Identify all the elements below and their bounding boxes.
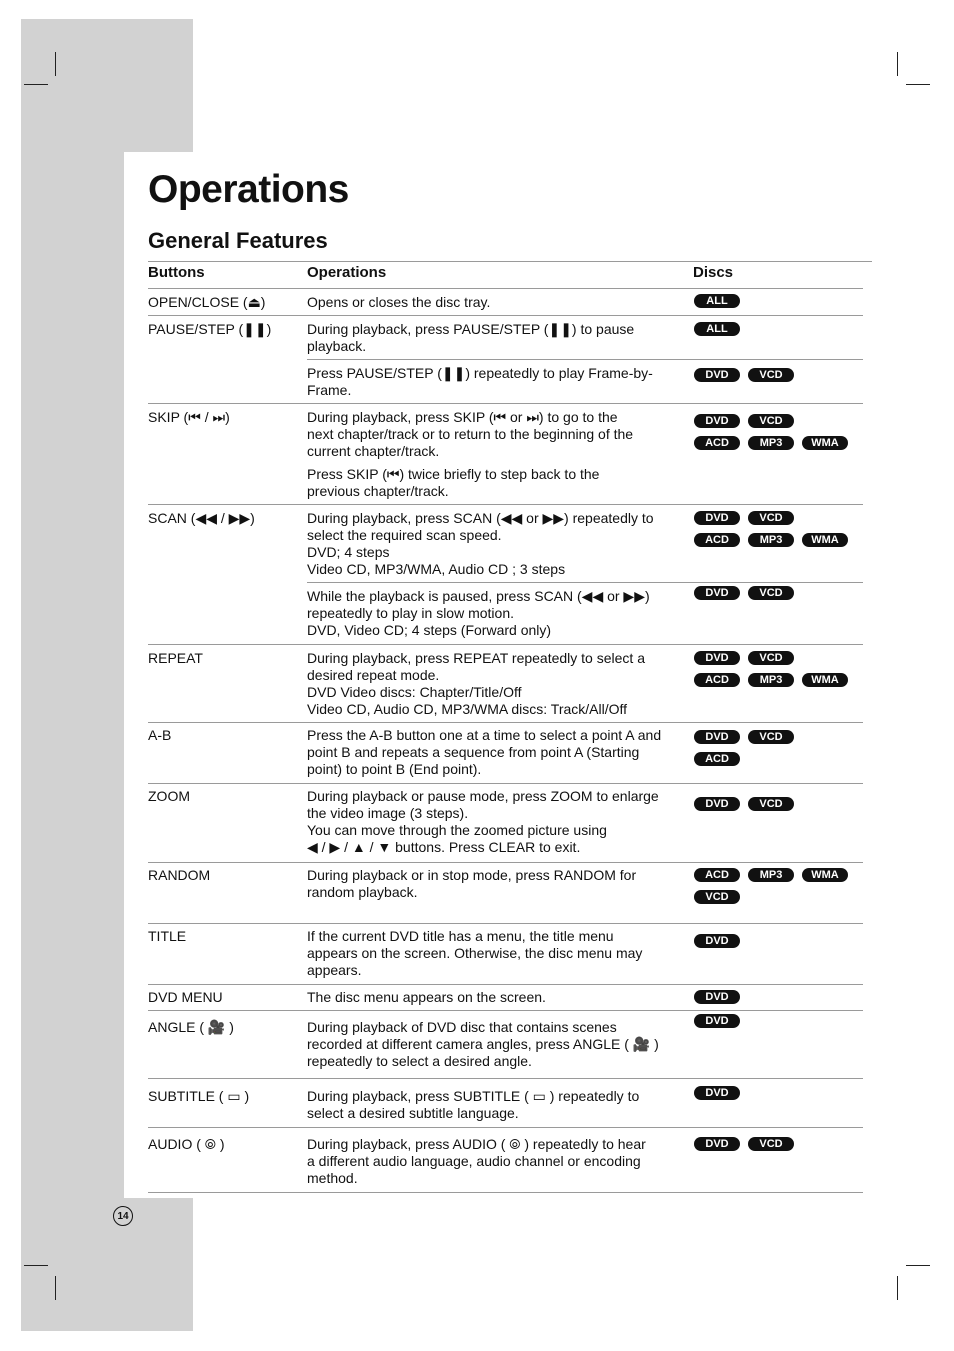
disc-badge: ACD xyxy=(694,752,740,766)
operation-line: DVD; 4 steps xyxy=(307,544,390,560)
disc-badge-row xyxy=(694,797,874,811)
button-name-cell: TITLE xyxy=(148,928,187,944)
disc-badge: ACD xyxy=(694,533,740,547)
disc-badge: VCD xyxy=(748,651,794,665)
disc-badge: ACD xyxy=(694,436,740,450)
disc-badge: VCD xyxy=(748,797,794,811)
header-buttons: Buttons xyxy=(148,264,205,281)
operation-line: repeatedly to select a desired angle. xyxy=(307,1053,532,1069)
discs-cell xyxy=(694,1137,874,1159)
row-divider xyxy=(148,783,863,784)
disc-badge: WMA xyxy=(802,673,848,687)
disc-badge: MP3 xyxy=(748,533,794,547)
disc-badge: VCD xyxy=(748,586,794,600)
discs-cell xyxy=(694,797,874,819)
disc-badge: ACD xyxy=(694,868,740,882)
operation-line: During playback, press SKIP (⏮ or ⏭) to go to the xyxy=(307,409,618,425)
crop-mark xyxy=(906,1265,930,1266)
discs-cell xyxy=(694,1086,874,1108)
operation-line: repeatedly to play in slow motion. xyxy=(307,605,514,621)
disc-badge: WMA xyxy=(802,868,848,882)
operation-line: During playback or in stop mode, press RANDOM for xyxy=(307,867,637,883)
operation-line: playback. xyxy=(307,338,367,354)
operation-line: Frame. xyxy=(307,382,352,398)
button-name-cell: DVD MENU xyxy=(148,989,223,1005)
row-divider xyxy=(148,504,863,505)
operation-line: previous chapter/track. xyxy=(307,483,449,499)
row-divider xyxy=(148,1127,863,1128)
button-name-cell: PAUSE/STEP (❚❚) xyxy=(148,321,272,337)
operation-line: ◀ / ▶ / ▲ / ▼ buttons. Press CLEAR to exit. xyxy=(307,839,581,855)
operation-cell xyxy=(307,294,682,311)
discs-cell xyxy=(694,934,874,956)
operation-line: During playback, press AUDIO ( ⦾ ) repeatedly to hear xyxy=(307,1136,646,1152)
operation-cell xyxy=(307,466,682,500)
disc-badge: DVD xyxy=(694,990,740,1004)
row-divider xyxy=(148,288,863,289)
button-name-cell: SUBTITLE ( ▭ ) xyxy=(148,1088,250,1104)
disc-badge: DVD xyxy=(694,368,740,382)
discs-cell xyxy=(694,868,874,912)
discs-cell xyxy=(694,368,874,390)
disc-badge-row xyxy=(694,990,874,1004)
disc-badge: DVD xyxy=(694,414,740,428)
disc-badge: ALL xyxy=(694,322,740,336)
discs-cell xyxy=(694,414,874,458)
operation-cell xyxy=(307,867,682,901)
operation-line: The disc menu appears on the screen. xyxy=(307,989,546,1005)
disc-badge-row xyxy=(694,1086,874,1100)
row-divider xyxy=(148,984,863,985)
operation-line: Opens or closes the disc tray. xyxy=(307,294,491,310)
operation-line: Press SKIP (⏮) twice briefly to step back to the xyxy=(307,466,600,482)
row-divider xyxy=(148,722,863,723)
disc-badge: VCD xyxy=(748,368,794,382)
row-divider xyxy=(148,403,863,404)
disc-badge: WMA xyxy=(802,436,848,450)
disc-badge: DVD xyxy=(694,730,740,744)
button-name-cell: SCAN (◀◀ / ▶▶) xyxy=(148,510,255,526)
operation-line: During playback, press SUBTITLE ( ▭ ) repeatedly to xyxy=(307,1088,640,1104)
crop-mark xyxy=(55,1276,56,1300)
operation-cell xyxy=(307,928,682,979)
operation-cell xyxy=(307,321,682,355)
button-name-cell: RANDOM xyxy=(148,867,211,883)
disc-badge: DVD xyxy=(694,651,740,665)
operation-line: next chapter/track or to return to the beginning of the xyxy=(307,426,634,442)
disc-badge: DVD xyxy=(694,797,740,811)
disc-badge: DVD xyxy=(694,511,740,525)
operation-line: random playback. xyxy=(307,884,418,900)
row-divider xyxy=(148,1192,863,1193)
discs-cell xyxy=(694,586,874,608)
operation-line: appears on the screen. Otherwise, the disc menu may xyxy=(307,945,643,961)
disc-badge-row xyxy=(694,1014,874,1028)
crop-mark xyxy=(906,84,930,85)
page-number: 14 xyxy=(113,1206,133,1226)
discs-cell xyxy=(694,511,874,555)
button-name-cell: SKIP (⏮ / ⏭) xyxy=(148,409,230,425)
disc-badge: MP3 xyxy=(748,673,794,687)
operation-line: During playback, press PAUSE/STEP (❚❚) to pause xyxy=(307,321,635,337)
operation-line: point) to point B (End point). xyxy=(307,761,482,777)
disc-badge: ALL xyxy=(694,294,740,308)
operation-line: During playback of DVD disc that contains scenes xyxy=(307,1019,617,1035)
operation-line: Video CD, MP3/WMA, Audio CD ; 3 steps xyxy=(307,561,566,577)
disc-badge-row xyxy=(694,868,874,882)
button-name-cell: AUDIO ( ⦾ ) xyxy=(148,1136,225,1152)
operation-cell xyxy=(307,1136,682,1187)
operation-cell xyxy=(307,1019,682,1070)
disc-badge-row xyxy=(694,294,874,308)
page-margin-top-band xyxy=(21,19,193,152)
operation-line: During playback, press REPEAT repeatedly to select a xyxy=(307,650,645,666)
disc-badge: DVD xyxy=(694,934,740,948)
disc-badge: VCD xyxy=(748,414,794,428)
page-margin-left-band xyxy=(21,152,124,1198)
operation-line: You can move through the zoomed picture using xyxy=(307,822,607,838)
operation-line: During playback or pause mode, press ZOOM to enlarge xyxy=(307,788,659,804)
discs-cell xyxy=(694,294,874,316)
table-top-rule xyxy=(148,261,872,262)
disc-badge: VCD xyxy=(694,890,740,904)
disc-badge: MP3 xyxy=(748,436,794,450)
button-name-cell: ANGLE ( 🎥 ) xyxy=(148,1019,234,1035)
disc-badge-row xyxy=(694,673,874,687)
button-name-cell: OPEN/CLOSE (⏏) xyxy=(148,294,266,310)
row-divider xyxy=(148,923,863,924)
disc-badge: DVD xyxy=(694,1086,740,1100)
operation-cell xyxy=(307,727,682,778)
crop-mark xyxy=(24,84,48,85)
discs-cell xyxy=(694,651,874,695)
operation-line: DVD Video discs: Chapter/Title/Off xyxy=(307,684,522,700)
row-divider xyxy=(148,1078,863,1079)
operation-line: desired repeat mode. xyxy=(307,667,440,683)
operation-line: While the playback is paused, press SCAN (◀◀ or ▶▶) xyxy=(307,588,650,604)
disc-badge-row xyxy=(694,533,874,547)
disc-badge-row xyxy=(694,890,874,904)
disc-badge: WMA xyxy=(802,533,848,547)
discs-cell xyxy=(694,322,874,344)
operation-line: DVD, Video CD; 4 steps (Forward only) xyxy=(307,622,552,638)
crop-mark xyxy=(897,1276,898,1300)
page-title: Operations xyxy=(148,168,349,211)
row-divider xyxy=(148,644,863,645)
discs-cell xyxy=(694,730,874,774)
crop-mark xyxy=(897,52,898,76)
operation-line: recorded at different camera angles, press ANGLE ( 🎥 ) xyxy=(307,1036,659,1052)
operation-line: method. xyxy=(307,1170,358,1186)
disc-badge: VCD xyxy=(748,511,794,525)
operation-line: appears. xyxy=(307,962,362,978)
operation-cell xyxy=(307,588,682,639)
crop-mark xyxy=(55,52,56,76)
operation-cell xyxy=(307,365,682,399)
disc-badge-row xyxy=(694,414,874,428)
disc-badge-row xyxy=(694,368,874,382)
disc-badge: VCD xyxy=(748,730,794,744)
disc-badge-row xyxy=(694,752,874,766)
button-name-cell: A-B xyxy=(148,727,172,743)
disc-badge: MP3 xyxy=(748,868,794,882)
operation-line: During playback, press SCAN (◀◀ or ▶▶) repeatedly to xyxy=(307,510,654,526)
operation-cell xyxy=(307,510,682,578)
disc-badge-row xyxy=(694,436,874,450)
disc-badge-row xyxy=(694,730,874,744)
operation-line: select the required scan speed. xyxy=(307,527,502,543)
disc-badge-row xyxy=(694,934,874,948)
disc-badge: DVD xyxy=(694,586,740,600)
disc-badge-row xyxy=(694,511,874,525)
button-name-cell: ZOOM xyxy=(148,788,190,804)
operation-line: Video CD, Audio CD, MP3/WMA discs: Track/All/Off xyxy=(307,701,628,717)
disc-badge-row xyxy=(694,322,874,336)
operation-cell xyxy=(307,1088,682,1122)
discs-cell xyxy=(694,1014,874,1036)
disc-badge: VCD xyxy=(748,1137,794,1151)
row-divider xyxy=(307,582,863,583)
operation-line: a different audio language, audio channel or encoding xyxy=(307,1153,641,1169)
header-discs: Discs xyxy=(693,264,734,281)
operation-cell xyxy=(307,650,682,718)
operation-cell xyxy=(307,409,682,460)
row-divider xyxy=(307,359,863,360)
operation-line: If the current DVD title has a menu, the title menu xyxy=(307,928,614,944)
disc-badge-row xyxy=(694,586,874,600)
operation-line: point B and repeats a sequence from point A (Starting xyxy=(307,744,640,760)
operation-cell xyxy=(307,989,682,1006)
header-operations: Operations xyxy=(307,264,387,281)
disc-badge: ACD xyxy=(694,673,740,687)
operation-line: the video image (3 steps). xyxy=(307,805,469,821)
operation-line: select a desired subtitle language. xyxy=(307,1105,519,1121)
row-divider xyxy=(148,862,863,863)
operation-line: Press PAUSE/STEP (❚❚) repeatedly to play Frame-by- xyxy=(307,365,653,381)
section-title: General Features xyxy=(148,228,328,253)
button-name-cell: REPEAT xyxy=(148,650,203,666)
operation-line: current chapter/track. xyxy=(307,443,440,459)
disc-badge-row xyxy=(694,651,874,665)
disc-badge: DVD xyxy=(694,1014,740,1028)
crop-mark xyxy=(24,1265,48,1266)
disc-badge: DVD xyxy=(694,1137,740,1151)
discs-cell xyxy=(694,990,874,1012)
operation-line: Press the A-B button one at a time to select a point A and xyxy=(307,727,662,743)
disc-badge-row xyxy=(694,1137,874,1151)
operation-cell xyxy=(307,788,682,856)
